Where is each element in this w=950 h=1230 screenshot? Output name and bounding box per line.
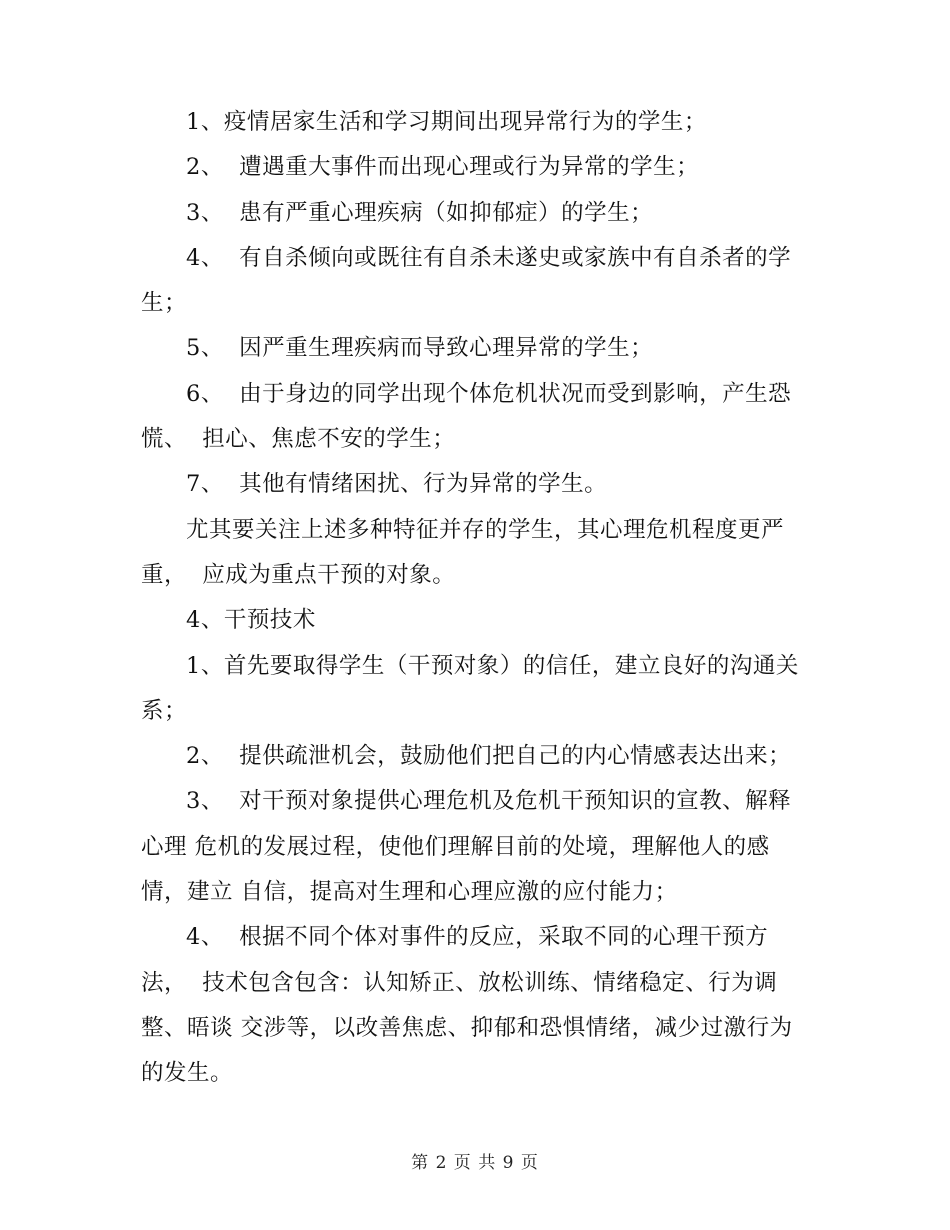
text-line: 4、 有自杀倾向或既往有自杀未遂史或家族中有自杀者的学 [186,244,792,271]
text-line: 4、 根据不同个体对事件的反应，采取不同的心理干预方 [186,924,769,951]
text-line: 2、 提供疏泄机会，鼓励他们把自己的内心情感表达出来； [186,743,792,770]
text-line: 5、 因严重生理疾病而导致心理异常的学生； [186,335,654,362]
page-footer: 第 2 页 共 9 页 [411,1153,539,1173]
text-line: 1、首先要取得学生（干预对象）的信任，建立良好的沟通关 [186,652,799,679]
text-line: 3、 对干预对象提供心理危机及危机干预知识的宣教、解释 [186,788,792,815]
text-line: 6、 由于身边的同学出现个体危机状况而受到影响，产生恐 [186,380,792,407]
text-line: 4、干预技术 [186,607,316,634]
text-line: 2、 遭遇重大事件而出现心理或行为异常的学生； [186,154,700,181]
text-line: 7、 其他有情绪困扰、行为异常的学生。 [186,471,608,498]
text-line: 法， 技术包含包含：认知矫正、放松训练、情绪稳定、行为调 [141,969,778,996]
text-line: 生； [141,290,188,317]
text-line: 的发生。 [141,1060,234,1087]
text-line: 尤其要关注上述多种特征并存的学生，其心理危机程度更严 [186,516,785,543]
text-line: 心理 危机的发展过程，使他们理解目前的处境，理解他人的感 [141,833,770,860]
text-line: 慌、 担心、焦虑不安的学生； [141,426,456,453]
body-text [141,100,811,1097]
text-line: 重， 应成为重点干预的对象。 [141,561,456,588]
text-line: 情，建立 自信，提高对生理和心理应激的应付能力； [141,879,678,906]
text-line: 1、疫情居家生活和学习期间出现异常行为的学生； [186,109,707,135]
text-line: 整、晤谈 交涉等，以改善焦虑、抑郁和恐惧情绪，减少过激行为 [141,1014,793,1041]
text-line: 3、 患有严重心理疾病（如抑郁症）的学生； [186,199,654,226]
text-line: 系； [141,697,188,724]
